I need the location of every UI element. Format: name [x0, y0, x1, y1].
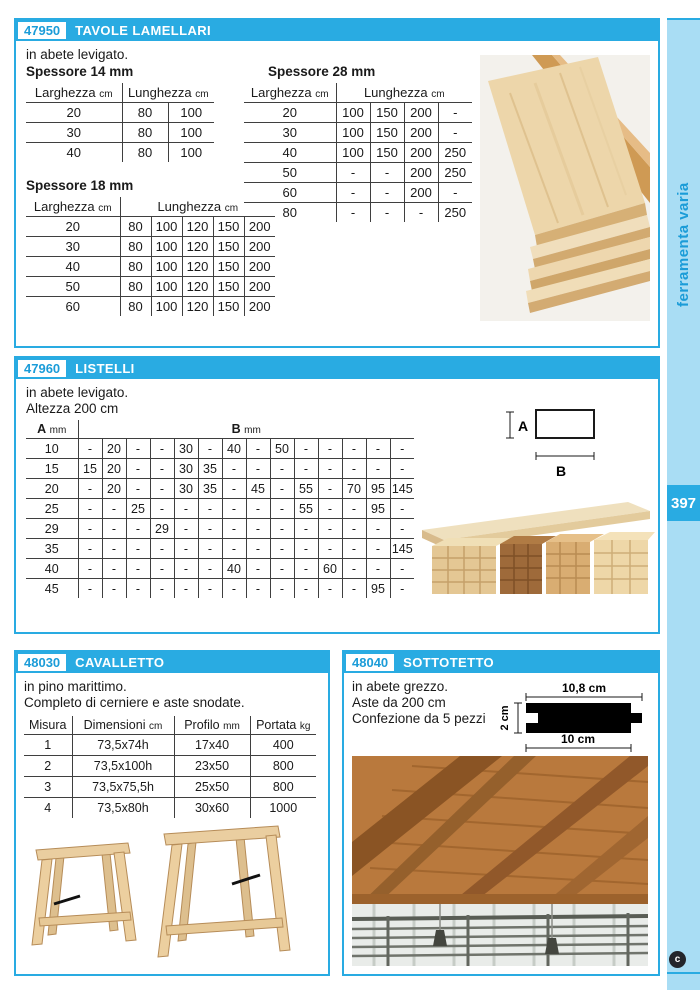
section-listelli	[14, 356, 660, 634]
table-row: 40 80 100 120 150 200	[26, 257, 275, 277]
col-header-lunghezza: Lunghezza cm	[336, 83, 472, 103]
table-row: 1 73,5x74h 17x40 400	[24, 735, 316, 756]
dim-label-bottom: 10 cm	[560, 732, 596, 746]
product-code: 47950	[18, 22, 66, 39]
table-row: 45 - - - - - - - - - - - - 95 -	[26, 579, 414, 599]
description-line-2: Altezza 200 cm	[26, 401, 119, 416]
col-header-lunghezza: Lunghezza cm	[122, 83, 214, 103]
table-row: 40 100 150 200 250	[244, 143, 472, 163]
section-header	[344, 652, 658, 673]
table-row: 30 100 150 200 -	[244, 123, 472, 143]
section-sottotetto	[342, 650, 660, 976]
table-row: 30 80 100 120 150 200	[26, 237, 275, 257]
col-header-lunghezza: Lunghezza cm	[120, 197, 275, 217]
section-title: CAVALLETTO	[75, 655, 165, 670]
table-row: 20 100 150 200 -	[244, 103, 472, 123]
dim-label-top: 10,8 cm	[561, 682, 607, 695]
table-spessore-18	[26, 197, 275, 316]
copyright-icon: c	[669, 951, 686, 968]
table-row: 25 - - 25 - - - - - - 55 - - 95 -	[26, 499, 414, 519]
table-caption-28mm: Spessore 28 mm	[268, 64, 376, 79]
description-line-1: in pino marittimo.	[24, 679, 127, 694]
section-title: SOTTOTETTO	[403, 655, 495, 670]
table-caption-14mm: Spessore 14 mm	[26, 64, 134, 79]
section-title: LISTELLI	[75, 361, 135, 376]
table-cavalletto	[24, 716, 316, 818]
col-header-profilo: Profilo mm	[174, 716, 250, 735]
col-header-larghezza: Larghezza cm	[26, 83, 122, 103]
product-code: 48040	[346, 654, 394, 671]
dim-label-left: 2 cm	[499, 705, 511, 731]
table-row: 40 - - - - - - 40 - - - 60 - - -	[26, 559, 414, 579]
attic-roof-photo	[352, 756, 648, 966]
table-row: 35 - - - - - - - - - - - - - 145	[26, 539, 414, 559]
description: in abete levigato.	[26, 47, 129, 62]
table-row: 40 80 100	[26, 143, 214, 163]
description-line-1: in abete grezzo.	[352, 679, 449, 694]
dim-label-a: A	[518, 418, 529, 434]
col-header-dimensioni: Dimensioni cm	[72, 716, 174, 735]
table-row: 15 15 20 - - 30 35 - - - - - - - -	[26, 459, 414, 479]
page-number-badge: 397	[667, 485, 700, 521]
table-row: 60 - - 200 -	[244, 183, 472, 203]
sidebar	[667, 18, 700, 990]
table-row: 20 - 20 - - 30 35 - 45 - 55 - 70 95 145	[26, 479, 414, 499]
plank-profile-diagram	[474, 682, 650, 752]
table-row: 60 80 100 120 150 200	[26, 297, 275, 317]
sidebar-category-label: ferramenta varia	[675, 182, 692, 308]
section-header	[16, 358, 658, 379]
table-row: 20 80 100 120 150 200	[26, 217, 275, 237]
table-spessore-14	[26, 83, 214, 162]
section-header	[16, 652, 328, 673]
product-code: 48030	[18, 654, 66, 671]
sidebar-divider	[667, 972, 700, 974]
table-row: 10 - 20 - - 30 - 40 - 50 - - - - -	[26, 439, 414, 459]
col-header-misura: Misura	[24, 716, 72, 735]
laminated-boards-photo	[480, 55, 650, 321]
table-row: 4 73,5x80h 30x60 1000	[24, 798, 316, 819]
table-row: 20 80 100	[26, 103, 214, 123]
dim-label-b: B	[555, 463, 567, 479]
col-header-b: B mm	[78, 420, 414, 439]
section-cavalletto	[14, 650, 330, 976]
table-row: 29 - - - 29 - - - - - - - - - -	[26, 519, 414, 539]
ab-profile-diagram	[494, 402, 619, 480]
description-line-2: Completo di cerniere e aste snodate.	[24, 695, 245, 710]
table-spessore-28	[244, 83, 472, 222]
col-header-larghezza: Larghezza cm	[244, 83, 336, 103]
col-header-a: A mm	[26, 420, 78, 439]
description-line-1: in abete levigato.	[26, 385, 129, 400]
description-line-2: Aste da 200 cm	[352, 695, 446, 710]
col-header-larghezza: Larghezza cm	[26, 197, 120, 217]
section-header	[16, 20, 658, 41]
section-tavole-lamellari	[14, 18, 660, 348]
table-caption-18mm: Spessore 18 mm	[26, 178, 134, 193]
description-line-3: Confezione da 5 pezzi	[352, 711, 486, 726]
product-code: 47960	[18, 360, 66, 377]
table-row: 30 80 100	[26, 123, 214, 143]
table-listelli	[26, 420, 414, 598]
table-row: 2 73,5x100h 23x50 800	[24, 756, 316, 777]
table-row: 50 - - 200 250	[244, 163, 472, 183]
section-title: TAVOLE LAMELLARI	[75, 23, 212, 38]
sawhorses-photo	[26, 820, 316, 968]
table-row: 3 73,5x75,5h 25x50 800	[24, 777, 316, 798]
listelli-bundle-photo	[420, 498, 655, 602]
table-row: 80 - - - 250	[244, 203, 472, 223]
table-row: 50 80 100 120 150 200	[26, 277, 275, 297]
col-header-portata: Portata kg	[250, 716, 316, 735]
